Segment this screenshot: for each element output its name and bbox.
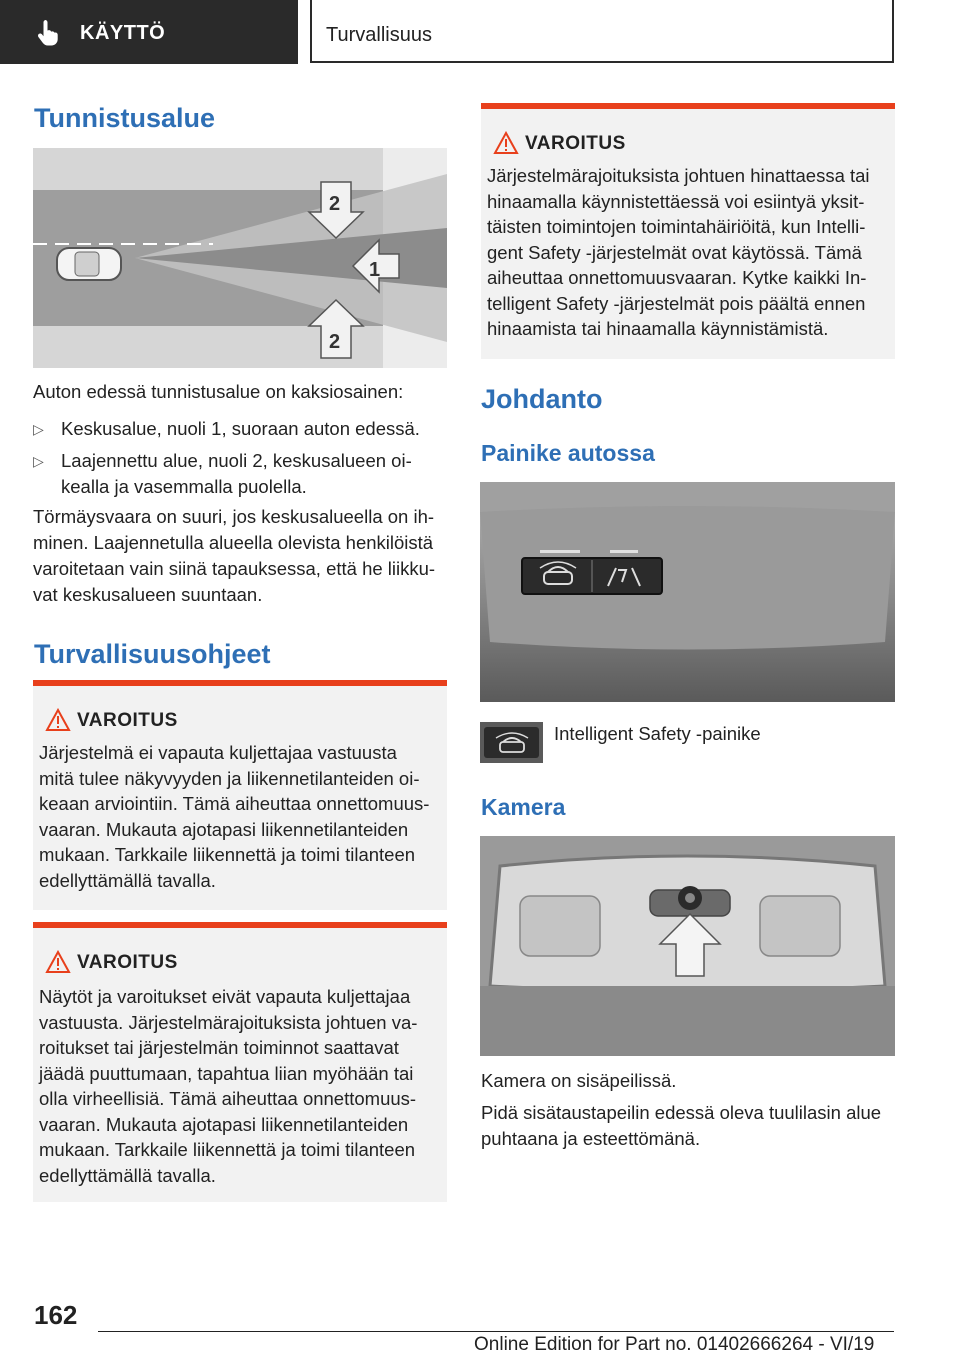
warning-line: hinaamista tai hinaamalla käynnistämistä. [487, 318, 829, 339]
list-item [33, 448, 447, 500]
warning-line: Järjestelmärajoituksista johtuen hinattaessa tai [487, 165, 870, 186]
triangle-bullet-icon: ▷ [33, 421, 44, 437]
camera-paragraph-2 [481, 1100, 895, 1152]
footer-divider [98, 1331, 894, 1332]
chapter-label: KÄYTTÖ [80, 22, 166, 44]
list-item [33, 416, 447, 442]
warning-line: vaaran. Mukauta ajotapasi liikennetilanteiden [39, 818, 409, 840]
warning-line: gent Safety -järjestelmät ovat käytössä. Tämä [487, 241, 862, 263]
subheading-kamera: Kamera [481, 794, 566, 820]
triangle-bullet-icon: ▷ [33, 453, 44, 469]
paragraph-line: Törmäysvaara on suuri, jos keskusalueella on ih- [33, 506, 435, 527]
paragraph-line: minen. Laajennetulla alueella olevista henkilöistä [33, 532, 434, 553]
subheading-painike-autossa: Painike autossa [481, 440, 655, 466]
collision-paragraph [33, 504, 447, 608]
warning-line: jäädä puuttumaan, tapahtua liian myöhään tai [39, 1062, 414, 1084]
paragraph-line: puhtaana ja esteettömänä. [481, 1128, 701, 1149]
warning-line: Näytöt ja varoitukset eivät vapauta kuljettajaa [39, 986, 411, 1007]
warning-line: olla virheellisiä. Tämä aiheuttaa onnettomuus- [39, 1088, 417, 1109]
warning-triangle-icon [45, 708, 71, 732]
warning-line: vastuusta. Järjestelmärajoituksista johtuen va- [39, 1011, 418, 1033]
warning-line: täisten toimintojen toimintahäiriöitä, kun Intelli- [487, 216, 866, 237]
warning-line: edellyttämällä tavalla. [39, 869, 216, 891]
list-item-text-line2: kealla ja vasemmalla puolella. [61, 476, 307, 497]
list-item-text-line1: Laajennettu alue, nuoli 2, keskusalueen oi- [61, 450, 412, 471]
warning-line: roitukset tai järjestelmän toiminnot saattavat [39, 1037, 399, 1058]
camera-mirror [650, 886, 730, 916]
paragraph-line: Pidä sisätaustapeilin edessä oleva tuulilasin alue [481, 1102, 882, 1123]
paragraph-line: vat keskusalueen suuntaan. [33, 584, 263, 605]
camera-figure [480, 836, 895, 1056]
heading-turvallisuusohjeet: Turvallisuusohjeet [34, 639, 271, 669]
button-figure [480, 482, 895, 702]
button-caption: Intelligent Safety -painike [554, 723, 761, 744]
warning-line: Järjestelmä ei vapauta kuljettajaa vastuusta [39, 742, 397, 763]
warning-title: VAROITUS [525, 133, 626, 154]
warning-line: edellyttämällä tavalla. [39, 1164, 216, 1186]
list-item-text: Keskusalue, nuoli 1, suoraan auton edessä. [61, 418, 420, 439]
warning-line: aiheuttaa onnettomuusvaaran. Kytke kaikki In- [487, 267, 867, 288]
edition-text: Online Edition for Part no. 01402666264 - VI/19 [474, 1334, 875, 1355]
intro-text: Auton edessä tunnistusalue on kaksiosainen: [33, 381, 404, 402]
car-icon [57, 248, 121, 280]
warning-line: keaan arviointiin. Tämä aiheuttaa onnettomuus- [39, 793, 430, 814]
warning-line: mitä tulee näkyvyyden ja liikennetilanteiden oi- [39, 767, 420, 789]
warning-body [39, 984, 417, 1188]
warning-body [39, 740, 429, 893]
warning-title: VAROITUS [77, 952, 178, 973]
heading-johdanto: Johdanto [481, 384, 603, 414]
warning-box-3 [481, 103, 895, 359]
camera-paragraph-1: Kamera on sisäpeilissä. [481, 1070, 677, 1091]
warning-box-1 [33, 680, 447, 910]
section-label: Turvallisuus [326, 24, 432, 46]
page-number: 162 [34, 1300, 78, 1330]
section-header [310, 0, 894, 63]
warning-body [487, 163, 870, 342]
detection-area-figure [33, 148, 447, 368]
hand-pointer-icon [36, 18, 62, 46]
intelligent-safety-button-thumbnail [480, 722, 543, 763]
warning-line: mukaan. Tarkkaile liikennettä ja toimi tilanteen [39, 844, 416, 865]
warning-triangle-icon [493, 131, 519, 155]
warning-title: VAROITUS [77, 710, 178, 731]
arrow-label-1: 1 [369, 259, 381, 281]
warning-line: telligent Safety -järjestelmät pois päältä ennen [487, 292, 866, 314]
chapter-tab [0, 0, 298, 64]
warning-box-2 [33, 922, 447, 1202]
warning-line: hinaamalla käynnistettäessä voi esiintyä yksit- [487, 190, 865, 212]
arrow-label-2b: 2 [329, 331, 341, 353]
warning-line: mukaan. Tarkkaile liikennettä ja toimi tilanteen [39, 1139, 416, 1160]
paragraph-line: varoitetaan vain siinä tapauksessa, että he liikku- [33, 558, 436, 579]
arrow-label-2: 2 [329, 193, 341, 215]
warning-line: vaaran. Mukauta ajotapasi liikennetilanteiden [39, 1113, 409, 1135]
heading-tunnistusalue: Tunnistusalue [34, 103, 216, 133]
warning-triangle-icon [45, 950, 71, 974]
